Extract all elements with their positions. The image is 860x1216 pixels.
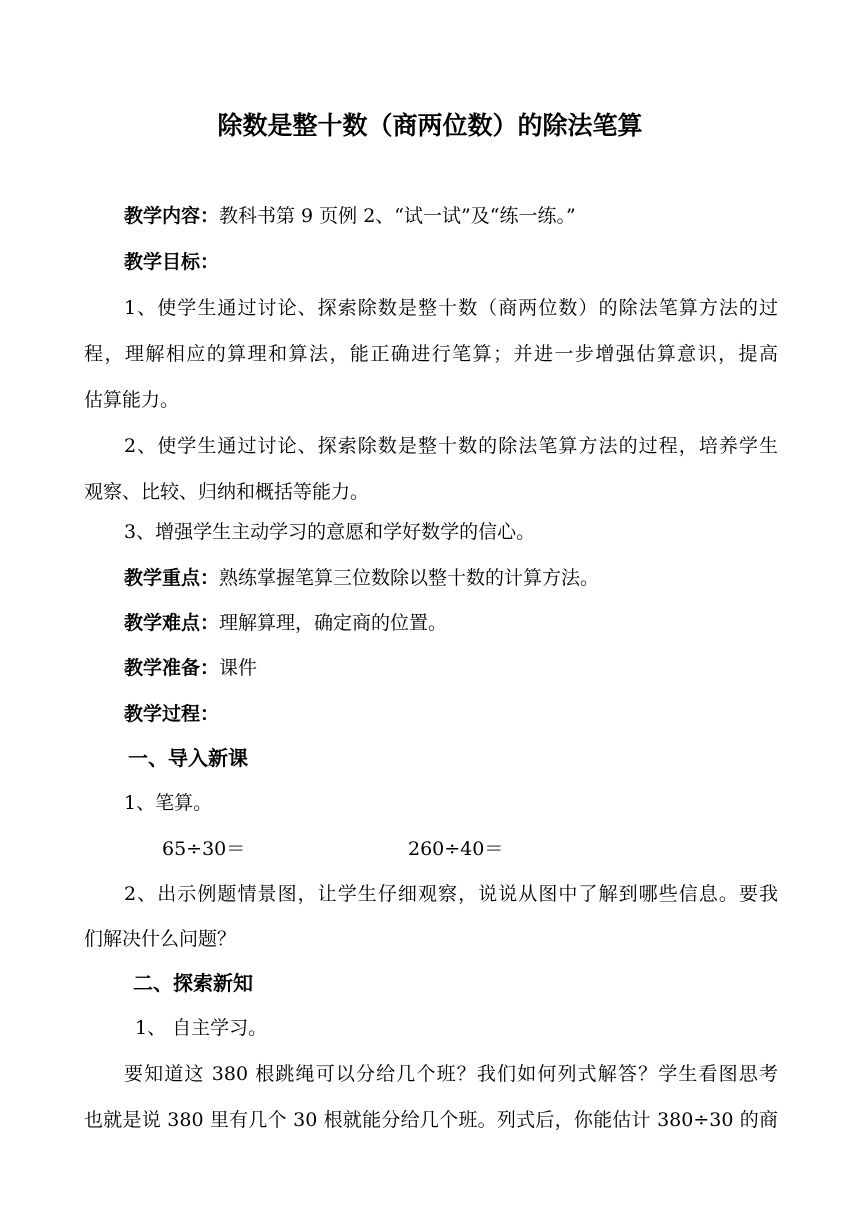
section2-heading: 二、探索新知 [133,971,253,995]
goal2-line2: 观察、比较、归纳和概括等能力。 [84,481,370,503]
goal1-line2: 程，理解相应的算理和算法，能正确进行笔算；并进一步增强估算意识，提高 [84,343,778,365]
section2-para-line2: 也就是说 380 里有几个 30 根就能分给几个班。列式后，你能估计 380÷30 的商 [84,1109,778,1131]
document-title: 除数是整十数（商两位数）的除法笔算 [217,111,643,140]
teaching-goals-label: 教学目标： [124,251,220,273]
section1-item2-line2: 们解决什么问题？ [84,928,237,950]
calc-expression-2: 260÷40＝ [408,838,504,860]
key-point-line [124,563,778,593]
difficulty-line [124,608,778,638]
goal3-line: 3、增强学生主动学习的意愿和学好数学的信心。 [124,521,536,543]
key-point-label: 教学重点： [124,567,220,589]
teaching-content-line [124,201,778,231]
section1-heading: 一、导入新课 [128,746,248,770]
teaching-content-text: 教科书第 9 页例 2、“试一试”及“练一练。” [219,205,576,227]
key-point-text: 熟练掌握笔算三位数除以整十数的计算方法。 [219,567,600,589]
teaching-process-label: 教学过程： [124,703,220,725]
goal1-line3: 估算能力。 [84,389,180,411]
goal1-line1: 1、使学生通过讨论、探索除数是整十数（商两位数）的除法笔算方法的过 [124,297,778,319]
section2-item1: 1、 自主学习。 [135,1017,268,1039]
section1-item2-line1: 2、出示例题情景图，让学生仔细观察，说说从图中了解到哪些信息。要我 [124,883,778,905]
preparation-line [124,653,778,683]
preparation-label: 教学准备： [124,657,220,679]
goal2-line1: 2、使学生通过讨论、探索除数是整十数的除法笔算方法的过程，培养学生 [124,435,778,457]
difficulty-text: 理解算理，确定商的位置。 [219,612,448,634]
preparation-text: 课件 [219,657,258,679]
calc-expression-1: 65÷30＝ [162,838,246,860]
section2-para-line1: 要知道这 380 根跳绳可以分给几个班？我们如何列式解答？学生看图思考 [124,1063,778,1085]
section1-item1: 1、笔算。 [124,792,213,814]
difficulty-label: 教学难点： [124,612,220,634]
teaching-content-label: 教学内容： [124,205,220,227]
